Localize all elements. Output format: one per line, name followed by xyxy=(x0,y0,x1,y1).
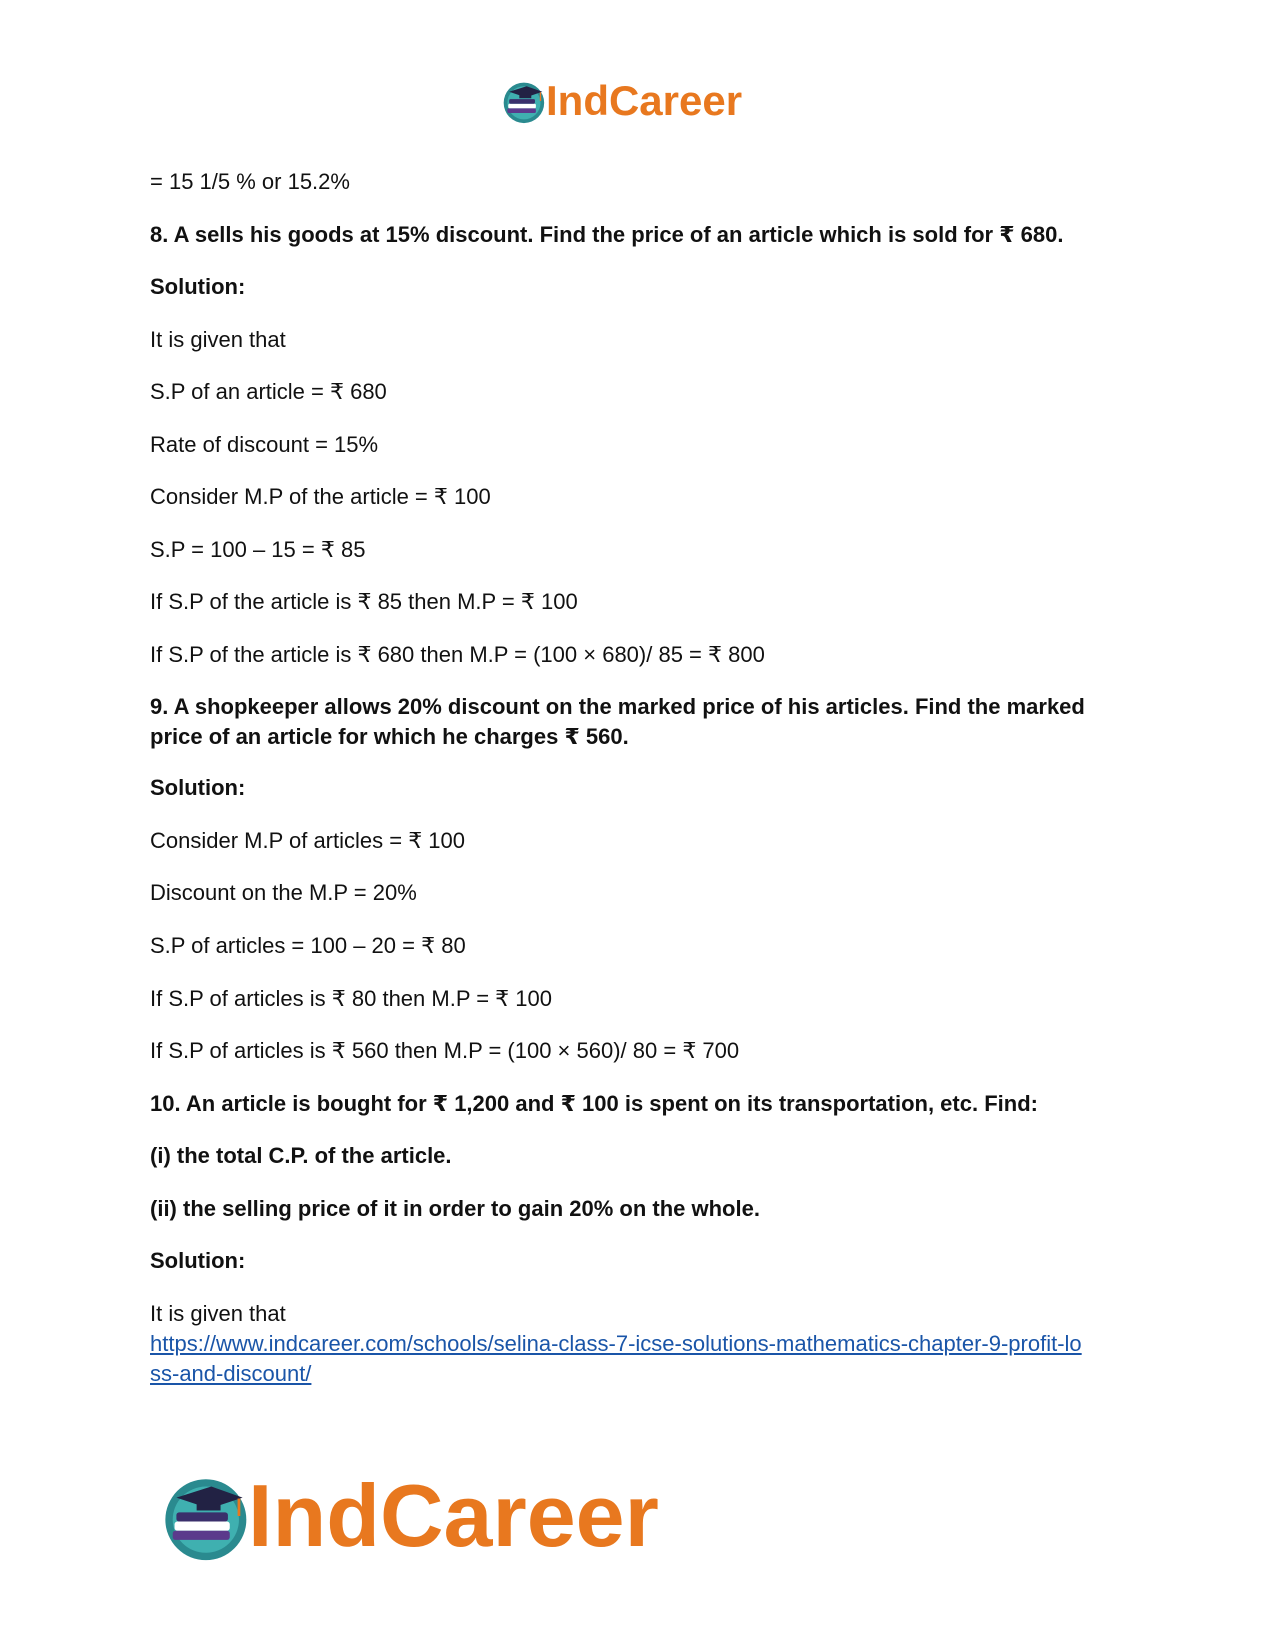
text-line: Rate of discount = 15% xyxy=(150,432,379,457)
footer-logo xyxy=(158,1466,659,1565)
text-line: If S.P of the article is ₹ 85 then M.P = ₹ 100 xyxy=(150,589,578,614)
graduation-book-globe-icon xyxy=(500,78,546,124)
graduation-book-globe-icon xyxy=(158,1470,250,1562)
text-line: It is given that xyxy=(150,1301,286,1326)
text-line: = 15 1/5 % or 15.2% xyxy=(150,169,350,194)
text-line: Consider M.P of articles = ₹ 100 xyxy=(150,828,466,853)
solution-heading: Solution: xyxy=(150,274,246,299)
question-8: 8. A sells his goods at 15% discount. Find the price of an article which is sold for ₹ 680. xyxy=(150,222,1064,247)
header-logo xyxy=(500,78,742,124)
solution-heading: Solution: xyxy=(150,1248,246,1273)
source-link[interactable]: https://www.indcareer.com/schools/selina-class-7-icse-solutions-mathematics-chapter-9-profit-lo xyxy=(150,1331,1082,1356)
brand-name: IndCareer xyxy=(248,1466,659,1565)
text-line: S.P of articles = 100 – 20 = ₹ 80 xyxy=(150,933,466,958)
text-line: S.P of an article = ₹ 680 xyxy=(150,379,387,404)
text-line: Consider M.P of the article = ₹ 100 xyxy=(150,484,491,509)
solution-heading: Solution: xyxy=(150,775,246,800)
question-10: 10. An article is bought for ₹ 1,200 and ₹ 100 is spent on its transportation, etc. Find: xyxy=(150,1091,1038,1116)
text-line: If S.P of the article is ₹ 680 then M.P = (100 × 680)/ 85 = ₹ 800 xyxy=(150,642,765,667)
text-line: S.P = 100 – 15 = ₹ 85 xyxy=(150,537,366,562)
question-9: 9. A shopkeeper allows 20% discount on the marked price of his articles. Find the marked price of an article for which he charges ₹ 560. xyxy=(150,694,1085,749)
question-10-part-i: (i) the total C.P. of the article. xyxy=(150,1143,452,1168)
text-line: It is given that xyxy=(150,327,286,352)
question-10-part-ii: (ii) the selling price of it in order to gain 20% on the whole. xyxy=(150,1196,760,1221)
text-line: If S.P of articles is ₹ 560 then M.P = (100 × 560)/ 80 = ₹ 700 xyxy=(150,1038,740,1063)
text-line: If S.P of articles is ₹ 80 then M.P = ₹ 100 xyxy=(150,986,552,1011)
source-link-continued[interactable]: ss-and-discount/ xyxy=(150,1361,312,1386)
text-line: Discount on the M.P = 20% xyxy=(150,880,417,905)
brand-name: IndCareer xyxy=(546,77,743,124)
